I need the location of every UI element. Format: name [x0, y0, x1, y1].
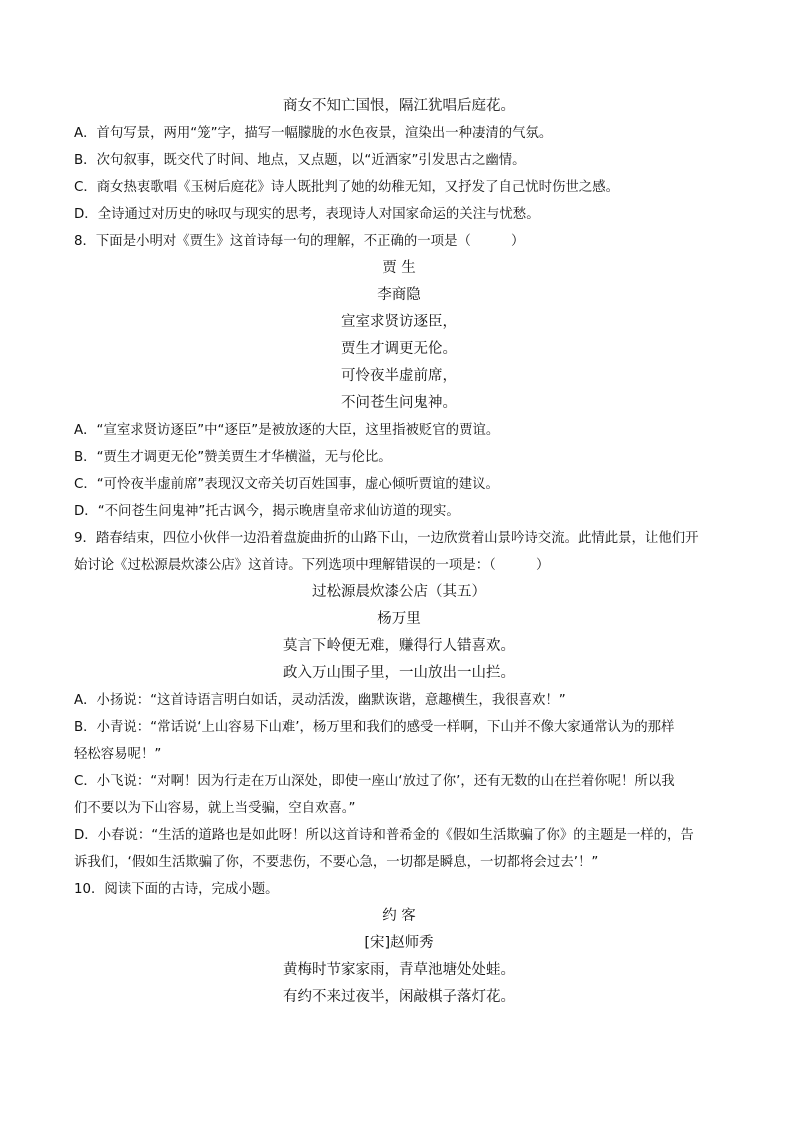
- poem-title: 过松源晨炊漆公店（其五）: [312, 584, 486, 600]
- poem-line: 政入万山围子里，一山放出一山拦。: [283, 665, 515, 681]
- poem-line: 黄梅时节家家雨，青草池塘处处蛙。: [283, 962, 515, 978]
- poem-line: 商女不知亡国恨，隔江犹唱后庭花。: [283, 98, 515, 114]
- option-b: B．“贾生才调更无伦”赞美贾生才华横溢，无与伦比。: [74, 450, 392, 465]
- option-b-cont: 轻松容易呢！”: [74, 747, 162, 762]
- poem-author: [宋]赵师秀: [364, 935, 434, 951]
- option-c: C．小飞说：“对啊！因为行走在万山深处，即使一座山‘放过了你’，还有无数的山在拦着你呢！所以我: [74, 774, 675, 789]
- option-a: A．小扬说：“这首诗语言明白如话，灵动活泼，幽默诙谐，意趣横生，我很喜欢！”: [74, 693, 566, 708]
- option-d: D．全诗通过对历史的咏叹与现实的思考，表现诗人对国家命运的关注与忧愁。: [74, 207, 540, 222]
- poem-line: 可怜夜半虚前席，: [341, 368, 457, 384]
- poem-title: 贾 生: [382, 260, 416, 276]
- poem-line: 有约不来过夜半，闲敲棋子落灯花。: [283, 989, 515, 1005]
- option-a: A．“宣室求贤访逐臣”中“逐臣”是被放逐的大臣，这里指被贬官的贾谊。: [74, 423, 500, 438]
- poem-author: 杨万里: [377, 611, 421, 627]
- poem-line: 莫言下岭便无难，赚得行人错喜欢。: [283, 638, 515, 654]
- option-d: D．小春说：“生活的道路也是如此呀！所以这首诗和普希金的《假如生活欺骗了你》的主题是一样的，告: [74, 828, 694, 843]
- poem-line: 不问苍生问鬼神。: [341, 395, 457, 411]
- option-d-cont: 诉我们，‘假如生活欺骗了你，不要悲伤，不要心急，一切都是瞬息，一切都将会过去’！”: [74, 855, 599, 870]
- option-d: D．“不问苍生问鬼神”托古讽今，揭示晚唐皇帝求仙访道的现实。: [74, 504, 460, 519]
- option-c: C．“可怜夜半虚前席”表现汉文帝关切百姓国事，虚心倾听贾谊的建议。: [74, 477, 499, 492]
- poem-title: 约 客: [382, 908, 416, 924]
- option-c-cont: 们不要以为下山容易，就上当受骗，空自欢喜。”: [74, 801, 356, 816]
- question-9-stem-cont: 始讨论《过松源晨炊漆公店》这首诗。下列选项中理解错误的一项是：（ ）: [74, 558, 550, 573]
- option-b: B．小青说：“常话说‘上山容易下山难’，杨万里和我们的感受一样啊，下山并不像大家通常认为的那样: [74, 720, 675, 735]
- poem-line: 宣室求贤访逐臣，: [341, 314, 457, 330]
- option-a: A．首句写景，两用“笼”字，描写一幅朦胧的水色夜景，渲染出一种凄清的气氛。: [74, 126, 553, 141]
- poem-line: 贾生才调更无伦。: [341, 341, 457, 357]
- poem-author: 李商隐: [377, 287, 421, 303]
- option-b: B．次句叙事，既交代了时间、地点，又点题，以“近酒家”引发思古之幽情。: [74, 153, 526, 168]
- document-page: [74, 93, 724, 1011]
- question-8-stem: 8．下面是小明对《贾生》这首诗每一句的理解，不正确的一项是（ ）: [74, 234, 525, 249]
- question-9-stem: 9．踏春结束，四位小伙伴一边沿着盘旋曲折的山路下山，一边欣赏着山景吟诗交流。此情此景，让他们开: [74, 531, 699, 546]
- question-10-stem: 10．阅读下面的古诗，完成小题。: [74, 882, 279, 897]
- option-c: C．商女热衷歌唱《玉树后庭花》诗人既批判了她的幼稚无知，又抒发了自己忧时伤世之感。: [74, 180, 619, 195]
